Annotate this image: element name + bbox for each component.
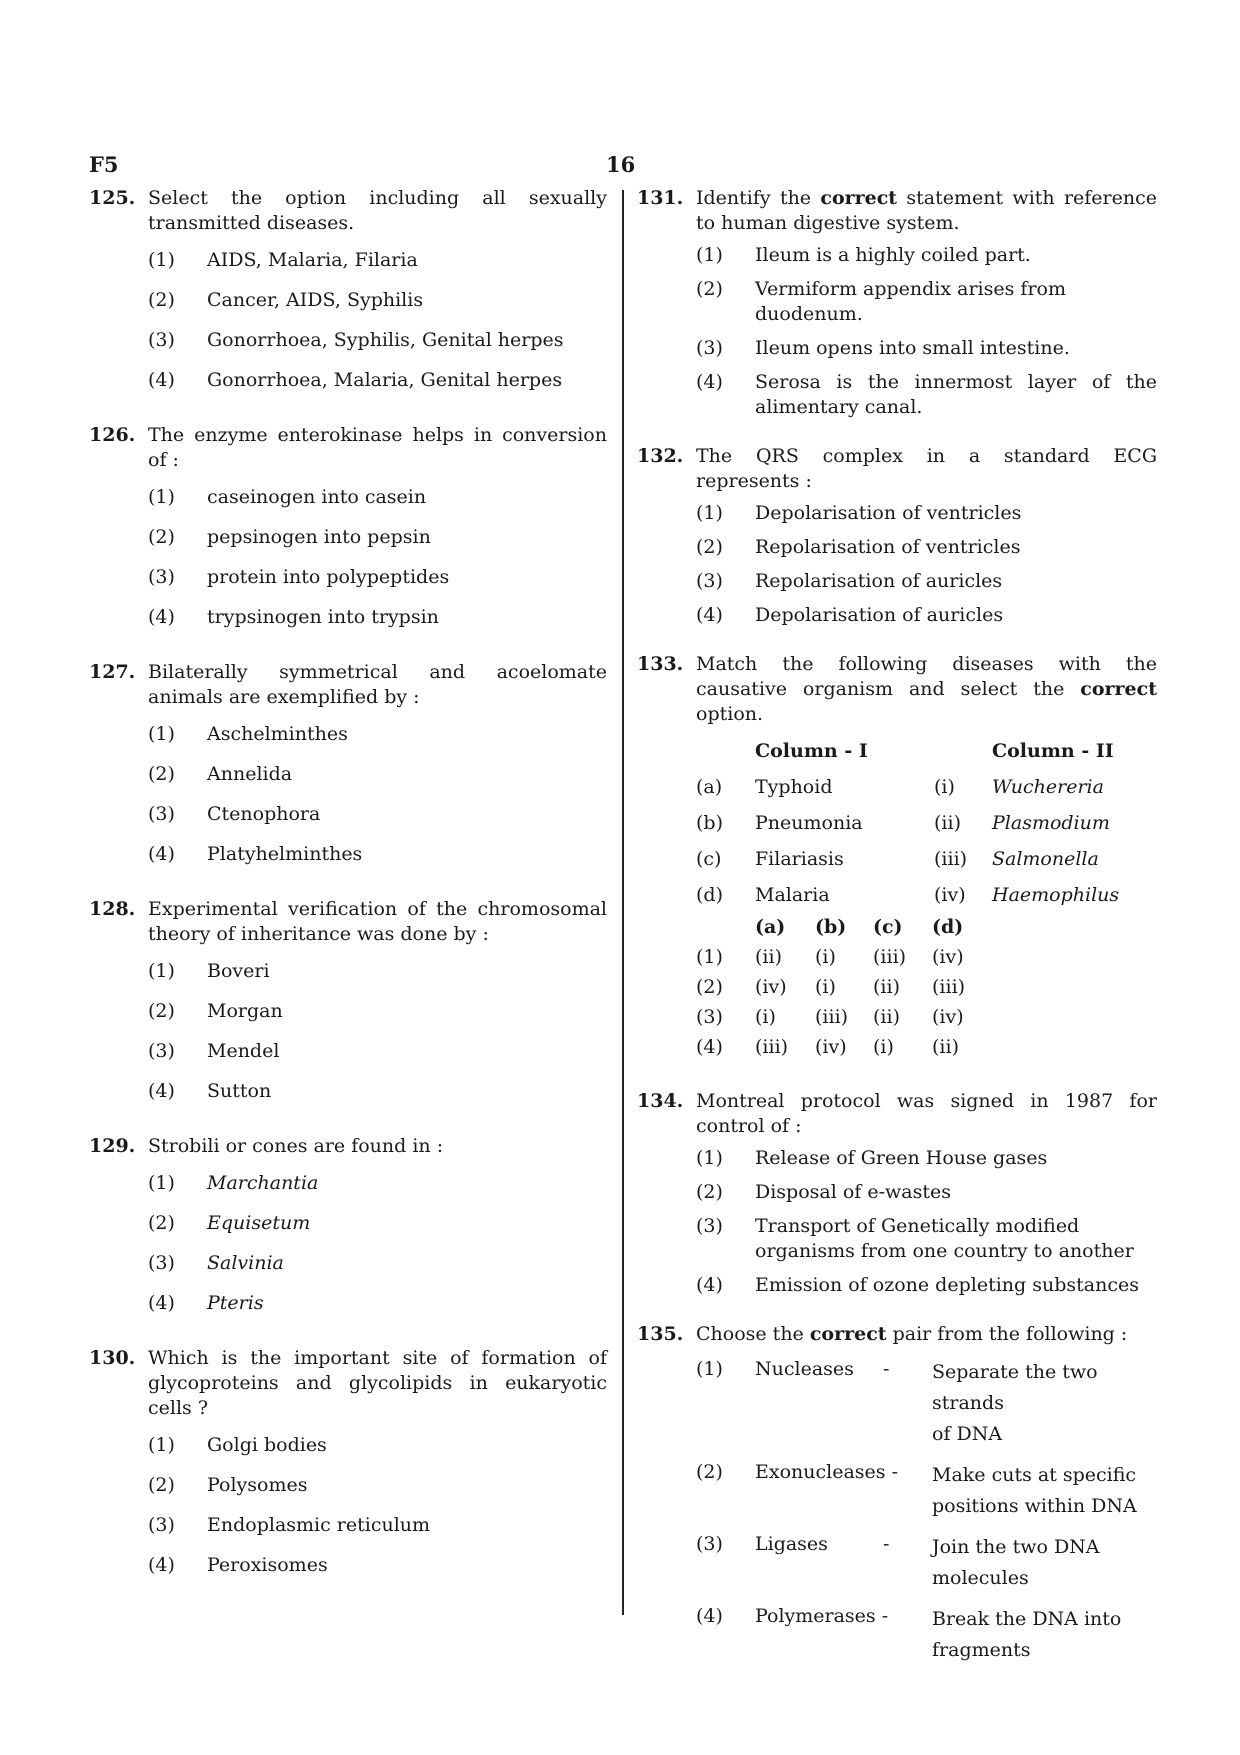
emphasis-word: correct [820, 187, 898, 209]
option-text: trypsinogen into trypsin [207, 606, 439, 628]
question-132 [637, 444, 1157, 628]
question-stem: Identify the correct statement with reference to human digestive system. [696, 187, 1158, 234]
match-row: (d) Malaria (iv) Haemophilus [696, 884, 1120, 906]
option-number: (3) [148, 329, 175, 351]
question-stem: Bilaterally symmetrical and acoelomate animals are exemplified by : [148, 661, 607, 708]
option-number: (1) [696, 244, 723, 266]
option-2 [696, 277, 1157, 327]
answer-option-3: (3) (i) (iii) (ii) (iv) [696, 1006, 964, 1028]
option-4 [696, 603, 1157, 628]
option-text: Serosa is the innermost layer of the alimentary canal. [755, 371, 1157, 418]
option-text: Ileum is a highly coiled part. [755, 244, 1031, 266]
option-number: (4) [696, 1274, 723, 1296]
option-text: Disposal of e-wastes [755, 1181, 952, 1203]
option-number: (3) [696, 570, 723, 592]
option-text: Ileum opens into small intestine. [755, 337, 1070, 359]
emphasis-word: correct [1080, 678, 1157, 700]
option-1 [148, 1171, 607, 1196]
option-text: Platyhelminthes [207, 843, 363, 865]
question-131 [637, 186, 1157, 420]
option-text: Repolarisation of ventricles [755, 536, 1021, 558]
option-text: Vermiform appendix arises from duodenum. [755, 278, 1066, 325]
pair-option-1: (1) Nucleases - Separate the two strands of DNA [696, 1358, 1098, 1445]
question-stem: Strobili or cones are found in : [148, 1135, 444, 1157]
option-1 [696, 243, 1157, 268]
question-number: 127. [89, 661, 136, 683]
answer-header: (a) (b) (c) (d) [755, 916, 964, 938]
option-text: AIDS, Malaria, Filaria [207, 249, 418, 271]
question-stem: Choose the correct pair from the following : [696, 1323, 1128, 1345]
column-2-title: Column - II [992, 740, 1114, 762]
option-1 [148, 1433, 607, 1458]
option-1 [148, 722, 607, 747]
option-3 [148, 328, 607, 353]
option-number: (2) [696, 1181, 723, 1203]
option-number: (2) [696, 536, 723, 558]
option-text: Repolarisation of auricles [755, 570, 1003, 592]
question-130 [89, 1346, 607, 1578]
match-row: (b) Pneumonia (ii) Plasmodium [696, 812, 1110, 834]
option-number: (1) [696, 1147, 723, 1169]
option-text: Depolarisation of ventricles [755, 502, 1022, 524]
option-text: Endoplasmic reticulum [207, 1514, 431, 1536]
pair-option-2: (2) Exonucleases - Make cuts at specific positions within DNA [696, 1461, 1137, 1517]
option-text: Peroxisomes [207, 1554, 328, 1576]
option-text: Cancer, AIDS, Syphilis [207, 289, 424, 311]
option-number: (3) [148, 566, 175, 588]
option-4 [148, 368, 607, 393]
emphasis-word: correct [809, 1323, 887, 1345]
option-number: (2) [148, 289, 175, 311]
answer-option-2: (2) (iv) (i) (ii) (iii) [696, 976, 966, 998]
question-135 [637, 1322, 1157, 1666]
option-3 [148, 1513, 607, 1538]
option-text: Salvinia [207, 1252, 284, 1274]
question-stem: The enzyme enterokinase helps in conversion of : [148, 424, 607, 471]
right-column [637, 186, 1157, 1690]
question-number: 125. [89, 187, 136, 209]
option-3 [696, 1214, 1157, 1264]
option-4 [148, 1079, 607, 1104]
option-text: caseinogen into casein [207, 486, 427, 508]
match-header [696, 739, 1157, 775]
option-3 [696, 336, 1157, 361]
option-text: Pteris [207, 1292, 264, 1314]
option-text: Depolarisation of auricles [755, 604, 1004, 626]
option-number: (1) [148, 1172, 175, 1194]
option-number: (1) [148, 249, 175, 271]
option-number: (3) [696, 1215, 723, 1237]
option-1 [148, 248, 607, 273]
option-number: (2) [148, 1000, 175, 1022]
option-number: (2) [148, 1474, 175, 1496]
option-4 [696, 370, 1157, 420]
question-125 [89, 186, 607, 393]
question-number: 132. [637, 445, 684, 467]
option-3 [696, 569, 1157, 594]
option-number: (4) [148, 1554, 175, 1576]
option-text: Aschelminthes [207, 723, 348, 745]
column-divider [622, 190, 624, 1615]
option-4 [148, 1291, 607, 1316]
question-stem: Select the option including all sexually transmitted diseases. [148, 187, 607, 234]
option-3 [148, 1251, 607, 1276]
option-2 [148, 1211, 607, 1236]
option-text: Annelida [207, 763, 293, 785]
option-4 [148, 605, 607, 630]
question-129 [89, 1134, 607, 1316]
pair-option-3: (3) Ligases - Join the two DNA molecules [696, 1533, 1100, 1589]
option-2 [696, 535, 1157, 560]
option-number: (4) [696, 604, 723, 626]
option-number: (1) [148, 723, 175, 745]
option-text: Gonorrhoea, Malaria, Genital herpes [207, 369, 563, 391]
left-column [89, 186, 607, 1608]
question-stem: Experimental verification of the chromosomal theory of inheritance was done by : [148, 898, 607, 945]
page-number: 16 [606, 152, 636, 177]
question-stem: Which is the important site of formation of glycoproteins and glycolipids in eukaryotic cells ? [148, 1347, 607, 1419]
option-number: (3) [148, 1040, 175, 1062]
question-number: 126. [89, 424, 136, 446]
question-134 [637, 1089, 1157, 1298]
answer-option-4: (4) (iii) (iv) (i) (ii) [696, 1036, 959, 1058]
option-2 [148, 288, 607, 313]
option-3 [148, 1039, 607, 1064]
option-number: (2) [148, 526, 175, 548]
option-2 [148, 762, 607, 787]
option-1 [148, 959, 607, 984]
question-number: 135. [637, 1323, 684, 1345]
question-stem: The QRS complex in a standard ECG represents : [696, 445, 1157, 492]
option-text: Mendel [207, 1040, 280, 1062]
option-text: Marchantia [207, 1172, 319, 1194]
option-text: Sutton [207, 1080, 272, 1102]
question-number: 130. [89, 1347, 136, 1369]
option-text: protein into polypeptides [207, 566, 450, 588]
option-number: (4) [148, 369, 175, 391]
option-text: Ctenophora [207, 803, 321, 825]
option-number: (3) [148, 1514, 175, 1536]
option-number: (1) [696, 502, 723, 524]
question-number: 129. [89, 1135, 136, 1157]
option-number: (3) [696, 337, 723, 359]
option-3 [148, 565, 607, 590]
option-number: (3) [148, 803, 175, 825]
option-2 [148, 1473, 607, 1498]
option-1 [696, 1146, 1157, 1171]
option-text: Polysomes [207, 1474, 308, 1496]
question-number: 134. [637, 1090, 684, 1112]
answer-grid [696, 915, 1157, 1065]
option-number: (1) [148, 1434, 175, 1456]
match-row: (c) Filariasis (iii) Salmonella [696, 848, 1099, 870]
paper-code: F5 [89, 152, 119, 177]
match-table [696, 739, 1157, 915]
option-number: (2) [148, 763, 175, 785]
option-number: (4) [148, 1292, 175, 1314]
column-1-title: Column - I [755, 740, 868, 762]
option-4 [696, 1273, 1157, 1298]
option-text: Boveri [207, 960, 270, 982]
option-2 [148, 525, 607, 550]
question-stem: Montreal protocol was signed in 1987 for control of : [696, 1090, 1157, 1137]
pair-options [696, 1357, 1157, 1666]
option-4 [148, 1553, 607, 1578]
option-4 [148, 842, 607, 867]
pair-option-4: (4) Polymerases - Break the DNA into fragments [696, 1605, 1122, 1661]
option-number: (4) [148, 1080, 175, 1102]
question-number: 131. [637, 187, 684, 209]
option-3 [148, 802, 607, 827]
question-133 [637, 652, 1157, 1065]
option-text: Gonorrhoea, Syphilis, Genital herpes [207, 329, 564, 351]
option-text: Equisetum [207, 1212, 311, 1234]
question-stem: Match the following diseases with the causative organism and select the correct option. [696, 653, 1157, 725]
option-text: Transport of Genetically modified organisms from one country to another [755, 1215, 1134, 1262]
option-number: (2) [148, 1212, 175, 1234]
answer-option-1: (1) (ii) (i) (iii) (iv) [696, 946, 964, 968]
option-2 [696, 1180, 1157, 1205]
question-number: 128. [89, 898, 136, 920]
option-number: (1) [148, 960, 175, 982]
question-128 [89, 897, 607, 1104]
option-number: (3) [148, 1252, 175, 1274]
option-text: Emission of ozone depleting substances [755, 1274, 1139, 1296]
option-1 [148, 485, 607, 510]
option-1 [696, 501, 1157, 526]
option-text: Release of Green House gases [755, 1147, 1048, 1169]
option-2 [148, 999, 607, 1024]
option-text: Morgan [207, 1000, 283, 1022]
question-number: 133. [637, 653, 684, 675]
question-127 [89, 660, 607, 867]
option-number: (4) [148, 606, 175, 628]
option-text: Golgi bodies [207, 1434, 327, 1456]
option-text: pepsinogen into pepsin [207, 526, 431, 548]
option-number: (4) [696, 371, 723, 393]
option-number: (2) [696, 278, 723, 300]
option-number: (4) [148, 843, 175, 865]
match-row: (a) Typhoid (i) Wuchereria [696, 776, 1104, 798]
question-126 [89, 423, 607, 630]
option-number: (1) [148, 486, 175, 508]
